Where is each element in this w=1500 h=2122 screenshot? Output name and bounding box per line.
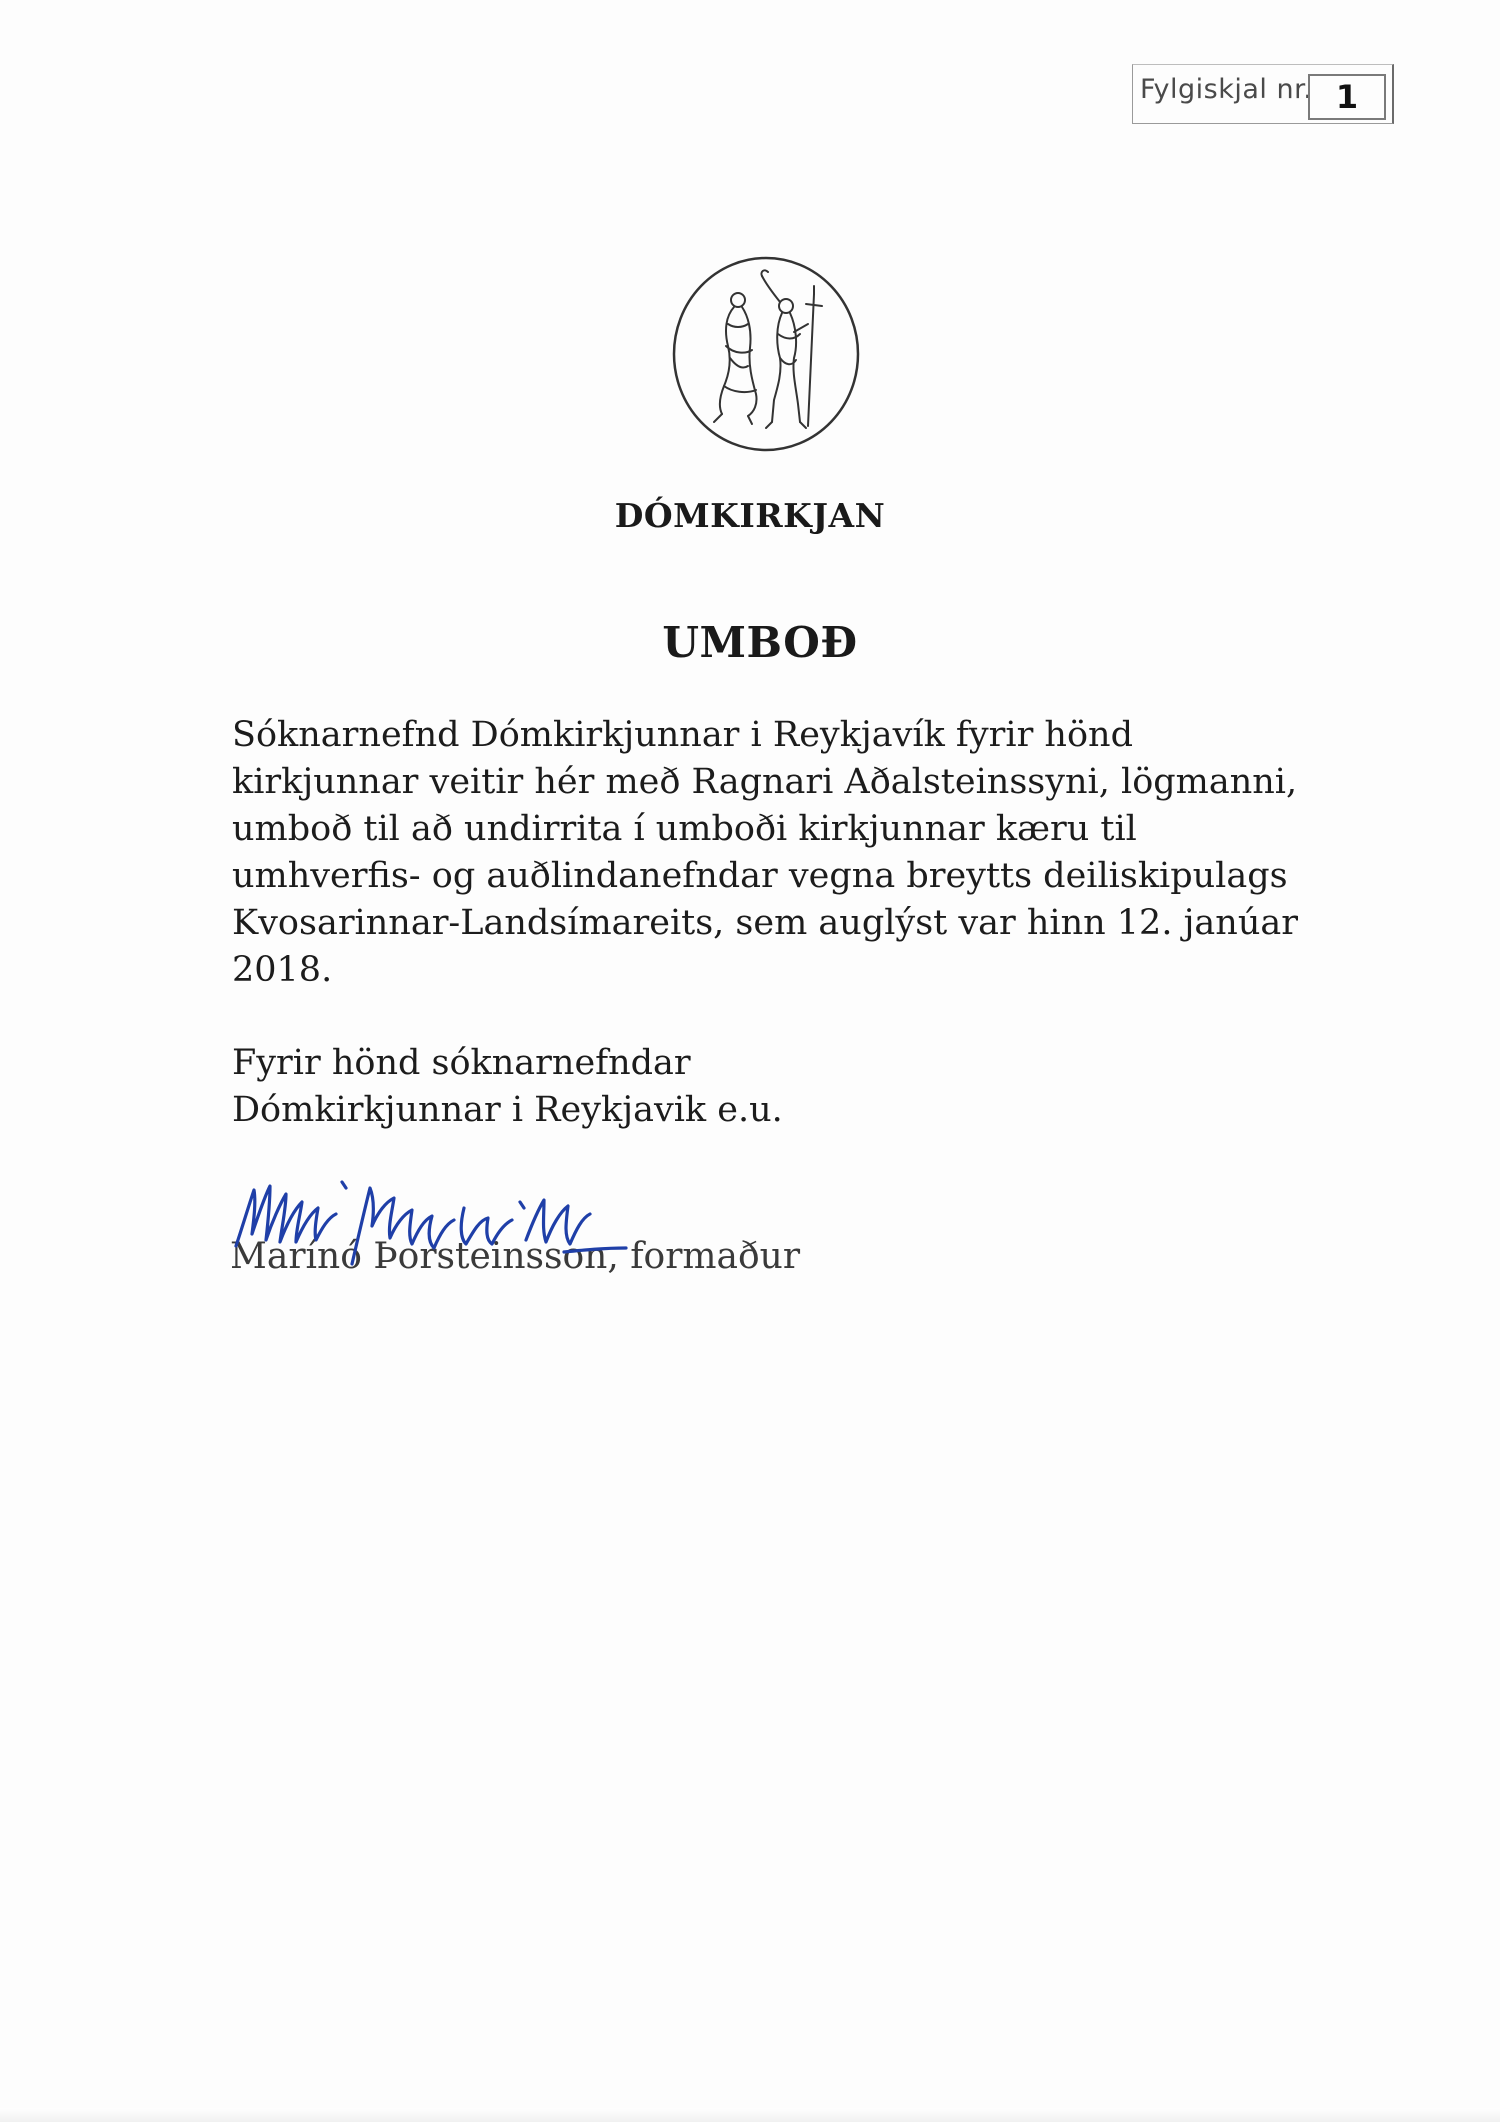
organization-name: DÓMKIRKJAN bbox=[614, 496, 886, 535]
closing-block bbox=[232, 1040, 1132, 1134]
exhibit-number: 1 bbox=[1335, 78, 1359, 116]
signer-name: Marínó Þorsteinsson, formaður bbox=[230, 1236, 801, 1277]
scan-edge bbox=[0, 2108, 1500, 2122]
body-line: kirkjunnar veitir hér með Ragnari Aðalsteinssyni, lögmanni, bbox=[232, 762, 1298, 802]
exhibit-label: Fylgiskjal nr. bbox=[1140, 74, 1313, 105]
body-line: umboð til að undirrita í umboði kirkjunnar kæru til bbox=[232, 809, 1137, 849]
church-seal-icon bbox=[668, 254, 864, 454]
body-paragraph bbox=[232, 712, 1332, 994]
closing-line-2: Dómkirkjunnar i Reykjavik e.u. bbox=[232, 1090, 783, 1130]
document-title: UMBOÐ bbox=[662, 618, 858, 667]
closing-line-1: Fyrir hönd sóknarnefndar bbox=[232, 1043, 691, 1083]
body-line: Sóknarnefnd Dómkirkjunnar i Reykjavík fyrir hönd bbox=[232, 715, 1133, 755]
body-line: Kvosarinnar-Landsímareits, sem auglýst var hinn 12. janúar bbox=[232, 903, 1298, 943]
body-line: umhverfis- og auðlindanefndar vegna breytts deiliskipulags bbox=[232, 856, 1288, 896]
handwritten-signature bbox=[224, 1168, 654, 1278]
body-line: 2018. bbox=[232, 950, 333, 990]
